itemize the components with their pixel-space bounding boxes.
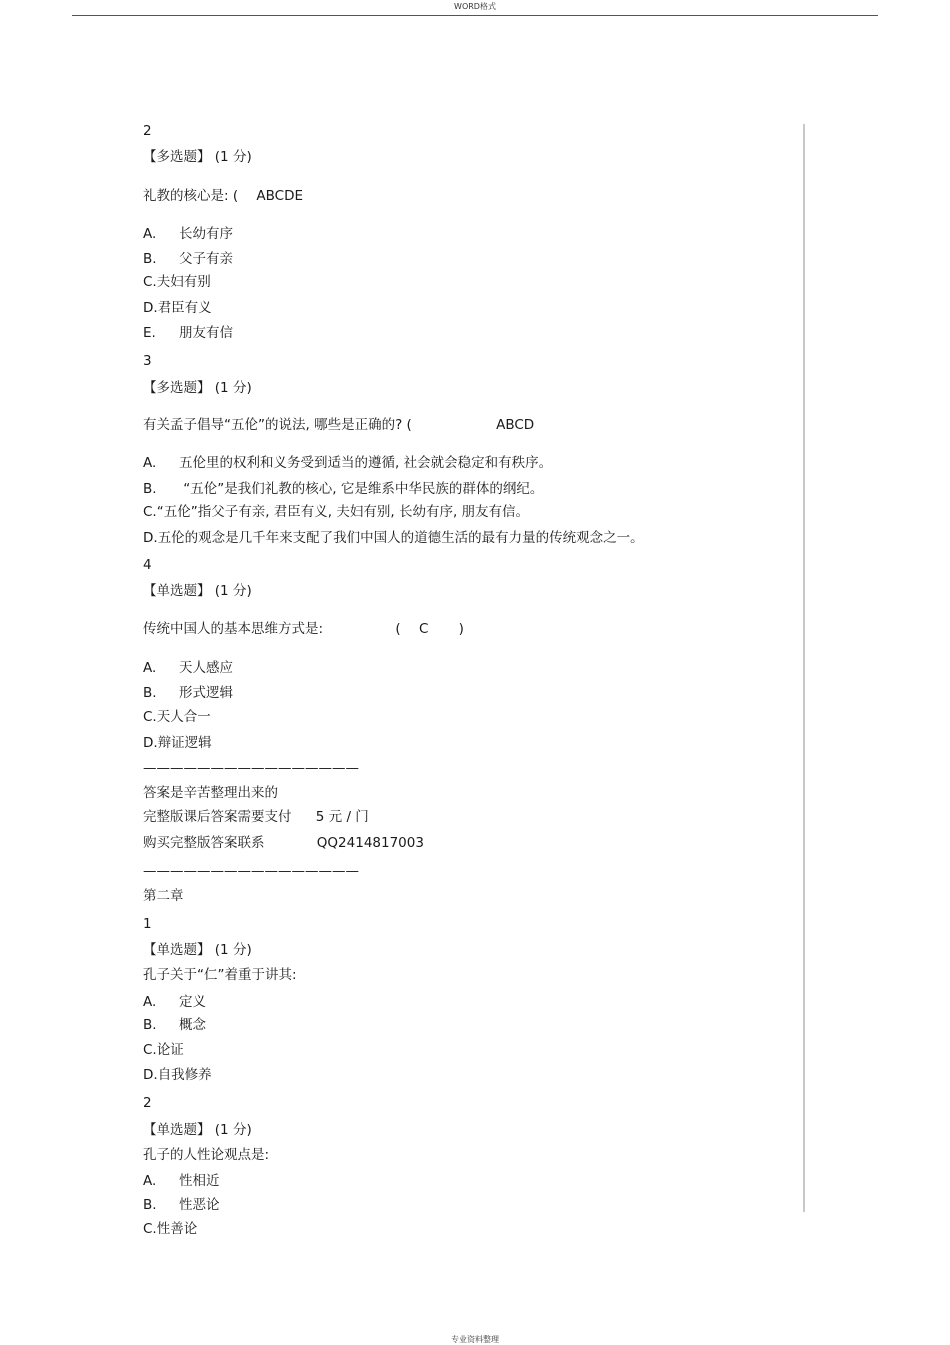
question-stem: 礼教的核心是: ( ABCDE: [143, 188, 304, 204]
header-divider: [72, 15, 878, 16]
option-c: C.论证: [143, 1042, 184, 1058]
header-label: WORD格式: [454, 2, 496, 11]
question-type: 【单选题】 (1 分): [143, 583, 252, 599]
notice-divider: ————————————————: [143, 863, 359, 879]
option-c: C.“五伦”指父子有亲, 君臣有义, 夫妇有别, 长幼有序, 朋友有信。: [143, 504, 530, 520]
question-stem: 孔子关于“仁”着重于讲其:: [143, 967, 297, 983]
option-a: A. 性相近: [143, 1173, 220, 1189]
option-a: A. 五伦里的权利和义务受到适当的遵循, 社会就会稳定和有秩序。: [143, 455, 553, 471]
question-number: 1: [143, 916, 152, 932]
question-number: 3: [143, 353, 152, 369]
notice-price: 完整版课后答案需要支付 5 元 / 门: [143, 809, 369, 825]
option-d: D.自我修养: [143, 1067, 212, 1083]
question-type: 【单选题】 (1 分): [143, 1122, 252, 1138]
margin-rule: [803, 124, 805, 1212]
answer-key: C: [418, 621, 429, 637]
option-b: B. “五伦”是我们礼教的核心, 它是维系中华民族的群体的纲纪。: [143, 481, 544, 497]
notice-contact: 购买完整版答案联系 QQ2414817003: [143, 835, 424, 851]
question-stem: 孔子的人性论观点是:: [143, 1147, 270, 1163]
question-stem: 有关孟子倡导“五伦”的说法, 哪些是正确的? ( ABCD: [143, 417, 535, 433]
option-e: E. 朋友有信: [143, 325, 233, 341]
option-b: B. 形式逻辑: [143, 685, 233, 701]
question-type: 【多选题】 (1 分): [143, 149, 252, 165]
option-c: C.夫妇有别: [143, 274, 211, 290]
option-c: C.天人合一: [143, 709, 211, 725]
option-a: A. 天人感应: [143, 660, 233, 676]
question-number: 4: [143, 557, 152, 573]
notice-divider: ————————————————: [143, 760, 359, 776]
notice-line: 答案是辛苦整理出来的: [143, 785, 278, 801]
option-b: B. 概念: [143, 1017, 206, 1033]
option-b: B. 性恶论: [143, 1197, 220, 1213]
option-d: D.辩证逻辑: [143, 735, 212, 751]
answer-key: ABCDE: [256, 188, 304, 204]
page-header: [0, 0, 950, 16]
question-number: 2: [143, 1095, 152, 1111]
question-type: 【多选题】 (1 分): [143, 380, 252, 396]
option-a: A. 定义: [143, 994, 206, 1010]
answer-key: ABCD: [496, 417, 535, 433]
chapter-title: 第二章: [143, 888, 184, 904]
page-footer: 专业资料整理: [451, 1335, 499, 1344]
option-a: A. 长幼有序: [143, 226, 233, 242]
option-c: C.性善论: [143, 1221, 198, 1237]
question-type: 【单选题】 (1 分): [143, 942, 252, 958]
option-b: B. 父子有亲: [143, 251, 233, 267]
option-d: D.君臣有义: [143, 300, 212, 316]
option-d: D.五伦的观念是几千年来支配了我们中国人的道德生活的最有力量的传统观念之一。: [143, 530, 644, 546]
question-number: 2: [143, 123, 152, 139]
question-stem: 传统中国人的基本思维方式是: ( C ): [143, 621, 464, 637]
